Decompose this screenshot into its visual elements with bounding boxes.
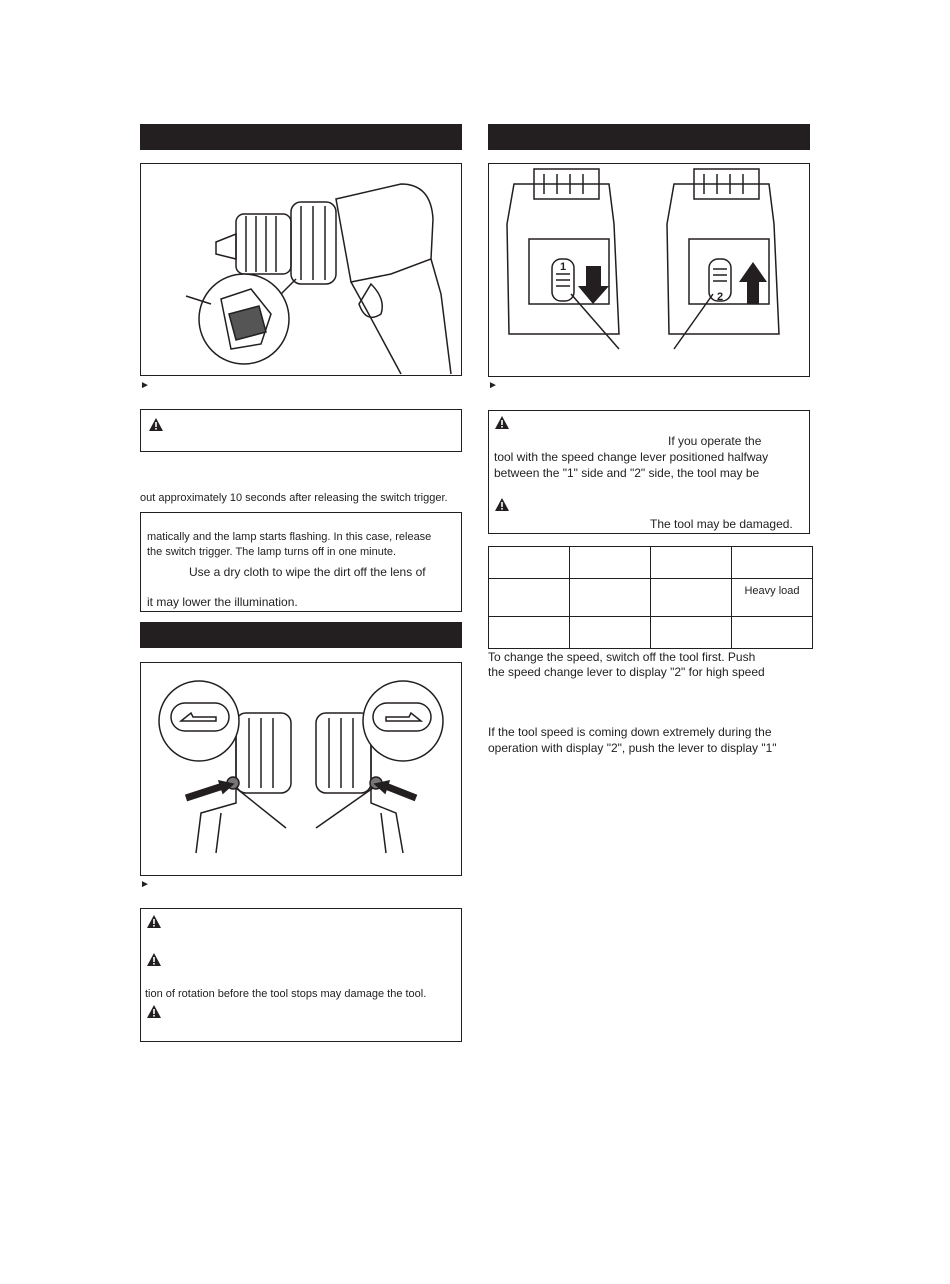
table-cell <box>651 547 732 579</box>
figure-lamp <box>140 163 462 376</box>
warning-triangle-icon <box>495 416 509 430</box>
lever-label-2: 2 <box>716 291 724 303</box>
section-header-reversing <box>140 622 462 648</box>
table-row <box>489 547 813 579</box>
table-row <box>489 579 813 617</box>
table-cell <box>489 617 570 649</box>
caution-box-reversing <box>140 908 462 1042</box>
table-cell <box>570 617 651 649</box>
note-line: tion of rotation before the tool stops may damage the tool. <box>145 988 427 1000</box>
table-cell <box>489 579 570 617</box>
caution-box-lamp <box>140 409 462 452</box>
lever-label-1: 1 <box>559 261 567 273</box>
table-cell <box>732 617 813 649</box>
caution-box-speed <box>488 410 810 534</box>
figure-caption-marker: ► <box>488 380 498 391</box>
lamp-text-line: out approximately 10 seconds after releasing the switch trigger. <box>140 492 448 504</box>
body-line: If the tool speed is coming down extremely during the <box>488 725 772 739</box>
warning-triangle-icon <box>495 498 509 512</box>
table-cell: Heavy load <box>732 579 813 617</box>
section-header-speed <box>488 124 810 150</box>
note-line: Use a dry cloth to wipe the dirt off the lens of <box>189 565 426 579</box>
caution-line: The tool may be damaged. <box>650 517 793 531</box>
section-header-lamp <box>140 124 462 150</box>
warning-triangle-icon <box>147 953 161 967</box>
reversing-switch-illustration <box>141 663 461 875</box>
figure-caption-marker: ► <box>140 879 150 890</box>
body-line: To change the speed, switch off the tool first. Push <box>488 650 756 664</box>
note-line: it may lower the illumination. <box>147 595 298 609</box>
speed-lever-illustration <box>489 164 809 376</box>
caution-line: tool with the speed change lever positioned halfway <box>494 450 769 464</box>
warning-triangle-icon <box>149 418 163 432</box>
caution-line: between the "1" side and "2" side, the tool may be <box>494 466 760 480</box>
table-row <box>489 617 813 649</box>
table-cell <box>489 547 570 579</box>
body-line: the speed change lever to display "2" for high speed <box>488 665 765 679</box>
speed-table <box>488 546 813 649</box>
table-cell <box>570 579 651 617</box>
table-cell <box>651 579 732 617</box>
caution-line: If you operate the <box>668 434 762 448</box>
figure-reversing <box>140 662 462 876</box>
warning-triangle-icon <box>147 1005 161 1019</box>
body-line: operation with display "2", push the lever to display "1" <box>488 741 777 755</box>
note-box-lamp <box>140 512 462 612</box>
figure-speed-change <box>488 163 810 377</box>
drill-lamp-illustration <box>141 164 461 375</box>
figure-caption-marker: ► <box>140 380 150 391</box>
warning-triangle-icon <box>147 915 161 929</box>
table-cell <box>651 617 732 649</box>
table-cell <box>732 547 813 579</box>
note-line: the switch trigger. The lamp turns off in one minute. <box>147 546 397 558</box>
note-line: matically and the lamp starts flashing. In this case, release <box>147 531 432 543</box>
table-cell <box>570 547 651 579</box>
